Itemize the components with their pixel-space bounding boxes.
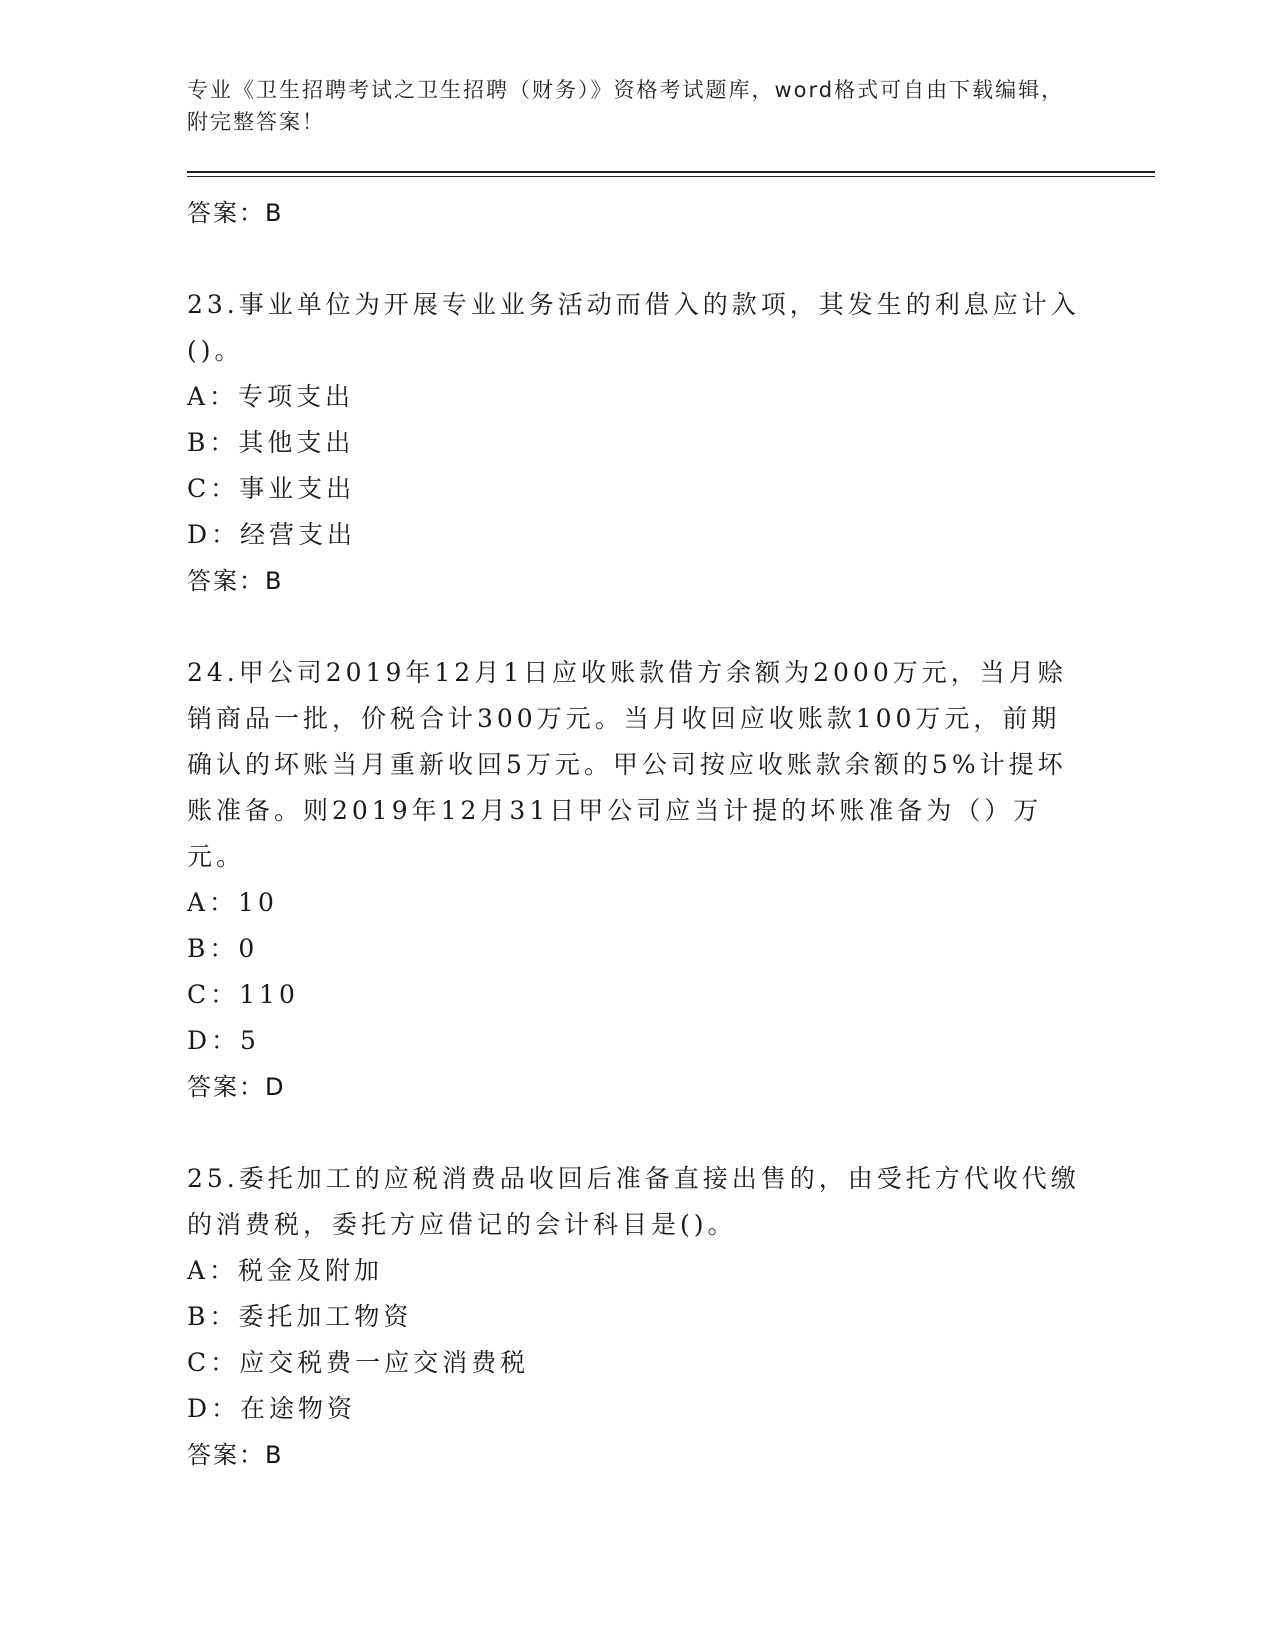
option-b: B：0	[187, 934, 259, 963]
option-d: D：经营支出	[187, 520, 357, 549]
option-a: A：10	[187, 888, 278, 917]
answer: 答案：B	[187, 567, 284, 595]
question-23	[187, 282, 1087, 604]
option-b: B：其他支出	[187, 428, 355, 457]
answer: 答案：D	[187, 1073, 286, 1101]
option-c: C：110	[187, 980, 299, 1009]
option-a: A：税金及附加	[187, 1256, 384, 1285]
question-text: 25.委托加工的应税消费品收回后准备直接出售的，由受托方代收代缴的消费税，委托方应借记的会计科目是()。	[187, 1164, 1080, 1239]
option-b: B：委托加工物资	[187, 1302, 413, 1331]
option-d: D：5	[187, 1026, 260, 1055]
question-text: 23.事业单位为开展专业业务活动而借入的款项，其发生的利息应计入()。	[187, 290, 1080, 365]
document-header: 专业《卫生招聘考试之卫生招聘（财务）》资格考试题库，word格式可自由下载编辑，附完整答案！	[187, 78, 1065, 134]
answer: 答案：B	[187, 1441, 284, 1469]
question-25	[187, 1156, 1087, 1478]
option-c: C：事业支出	[187, 474, 356, 503]
question-list	[187, 190, 1087, 1478]
option-a: A：专项支出	[187, 382, 355, 411]
question-text: 24.甲公司2019年12月1日应收账款借方余额为2000万元，当月赊销商品一批，价税合计300万元。当月收回应收账款100万元，前期确认的坏账当月重新收回5万元。甲公司按应收账款余额的5%计提坏账准备。则2019年12月31日甲公司应当计提的坏账准备为（）万元。	[187, 658, 1067, 871]
previous-answer: 答案：B	[187, 199, 284, 227]
header-divider-top	[187, 171, 1155, 173]
question-24	[187, 650, 1087, 1110]
option-d: D：在途物资	[187, 1394, 357, 1423]
option-c: C：应交税费一应交消费税	[187, 1348, 530, 1377]
header-divider-bottom	[187, 176, 1155, 177]
